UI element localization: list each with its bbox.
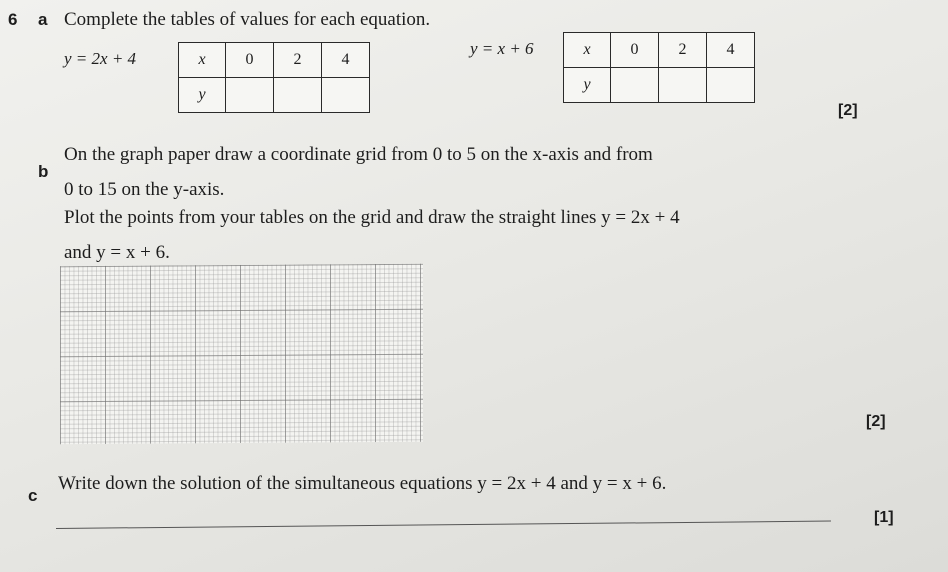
table1-x-cell: 0 [226, 43, 274, 78]
table2-x-label: x [564, 33, 611, 68]
table1-y-cell[interactable] [273, 78, 321, 113]
part-a-instruction: Complete the tables of values for each equation. [64, 9, 431, 30]
graph-paper[interactable] [60, 264, 423, 445]
table2-x-cell: 4 [706, 33, 754, 68]
part-b-line4: and y = x + 6. [64, 242, 170, 263]
part-b-line2: 0 to 15 on the y-axis. [64, 179, 225, 200]
question-number: 6 [8, 10, 18, 29]
part-a-marks: [2] [838, 102, 858, 119]
part-c-label: c [28, 486, 38, 505]
part-a-label: a [38, 10, 48, 29]
answer-line[interactable] [56, 521, 831, 529]
table2-y-cell[interactable] [706, 68, 754, 103]
part-b-line3: Plot the points from your tables on the grid and draw the straight lines y = 2x + 4 [64, 207, 680, 228]
part-c-marks: [1] [874, 509, 894, 526]
table1 [178, 42, 370, 113]
table1-equation: y = 2x + 4 [64, 49, 137, 68]
table2-y-cell[interactable] [611, 68, 659, 103]
part-b-label: b [38, 162, 49, 181]
table2-equation: y = x + 6 [470, 39, 534, 58]
table2-x-cell: 2 [658, 33, 706, 68]
part-b-marks: [2] [866, 413, 886, 430]
table1-y-label: y [179, 78, 226, 113]
table2-y-label: y [564, 68, 611, 103]
table1-x-cell: 2 [273, 43, 321, 78]
table1-y-cell[interactable] [321, 78, 369, 113]
table1-y-cell[interactable] [226, 78, 274, 113]
table2 [563, 32, 755, 103]
table1-x-cell: 4 [321, 43, 369, 78]
part-c-text: Write down the solution of the simultaneous equations y = 2x + 4 and y = x + 6. [58, 473, 667, 494]
part-b-line1: On the graph paper draw a coordinate grid from 0 to 5 on the x-axis and from [64, 144, 653, 165]
table2-x-cell: 0 [611, 33, 659, 68]
table1-x-label: x [179, 43, 226, 78]
table2-y-cell[interactable] [658, 68, 706, 103]
